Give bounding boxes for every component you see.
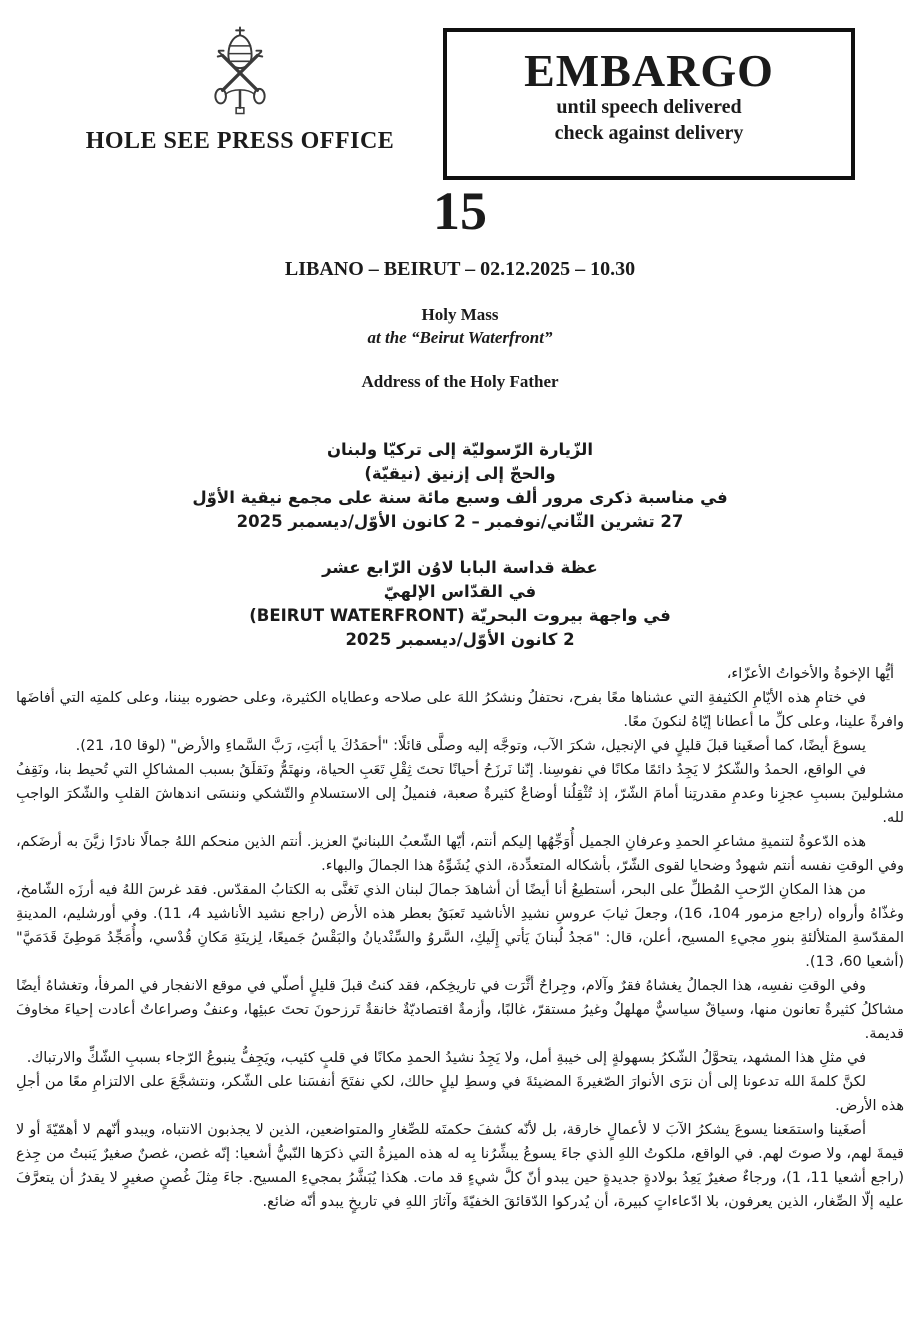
dateline: LIBANO – BEIRUT – 02.12.2025 – 10.30 xyxy=(284,258,636,280)
bulletin-number: 15 xyxy=(433,181,487,241)
body-paragraph: في ختامِ هذه الأيّامِ الكثيفةِ التي عشناها معًا بفرح، نحتفلُ ونشكرُ اللهَ على صلاحه وعطاياه الكثيرة، وعلى حضوره بيننا، وعلى كلمتِه التي أفاضَها وافرةً علينا، وعلى كلِّ ما أعطانا إيّاهُ لنكونَ معًا. xyxy=(16,690,904,730)
arabic-visit-title-line: 27 تشرين الثّاني/نوفمبر – 2 كانون الأوّل/ديسمبر 2025 xyxy=(236,512,684,531)
homily-body xyxy=(16,662,904,1214)
arabic-homily-title-line: 2 كانون الأوّل/ديسمبر 2025 xyxy=(345,630,575,649)
event-location: at the “Beirut Waterfront” xyxy=(367,328,553,347)
embargo-subtitle-2: check against delivery xyxy=(554,122,744,144)
arabic-homily-title-block xyxy=(0,556,920,652)
address-title: Address of the Holy Father xyxy=(361,372,559,391)
body-paragraph: أيُّها الإخوةُ والأخواتُ الأعزّاء، xyxy=(726,666,894,682)
arabic-visit-title-line: والحجّ إلى إزنيق (نيقيّة) xyxy=(364,464,556,483)
event-title: Holy Mass xyxy=(421,305,499,324)
press-office-title: HOLE SEE PRESS OFFICE xyxy=(85,128,395,154)
press-office-block xyxy=(60,26,420,155)
arabic-visit-title-line: الزّيارة الرّسوليّة إلى تركيّا ولبنان xyxy=(326,440,594,459)
embargo-subtitle-1: until speech delivered xyxy=(556,96,742,118)
body-paragraph: لكنَّ كلمةَ الله تدعونا إلى أن نرَى الأنوارَ الصّغيرةَ المضيئةَ في وسطِ ليلٍ حالك، لكي نفتَحَ أنفسَنا على الشّكر، ونتشجَّعَ على الالتزامِ معًا من أجلِ هذه الأرض. xyxy=(16,1074,904,1114)
arabic-homily-title-line: في القدّاس الإلهيّ xyxy=(383,582,537,601)
body-paragraph: من هذا المكانِ الرّحبِ المُطلِّ على البحر، أستطيعُ أنا أيضًا أن أشاهدَ جمالَ لبنان الذي تَغنَّى به الكتابُ المقدّس. فقد غرسَ اللهُ فيه أرزَه الشّامخ، وغذّاهُ وأرواه (راجع مزمور 104، 16)، وجعلَ ثيابَ عروسِ نشيدِ الأناشيد تَعبَقُ بعطر هذه الأرض (راجع نشيد الأناشيد 4، 11). وفي أورشليم، المدينةِ المقدّسةِ المتلألئةِ بنورِ مجيءِ المسيح، أعلن، قال: "مَجدُ لُبنانَ يَأتي إِلَيكِ، السَّروُ والسِّنْديانُ والبَقْسُ جَميعًا، لِزينَةِ مَكانِ قُدْسي، وأُمَجِّدُ مَوطِئَ قَدَمَيَّ" (أشعيا 60، 13). xyxy=(16,882,904,970)
body-paragraph: يسوعَ أيضًا، كما أصغَينا قبلَ قليلٍ في الإنجيل، شكرَ الآب، وتوجَّه إليه وصلَّى قائلًا: "أحمَدُكَ يا أبَتِ، رَبَّ السَّماءِ والأرض" (لوقا 10، 21). xyxy=(75,738,866,754)
arabic-visit-title-block xyxy=(0,438,920,534)
body-paragraph: في مثلِ هذا المشهد، يتحوَّلُ الشّكرُ بسهولةٍ إلى خيبةِ أمل، ولا يَجِدُ نشيدُ الحمدِ مكانًا في قلبٍ كئيب، ويَجِفُّ ينبوعُ الرّجاء بسببِ الشّكِّ والارتباك. xyxy=(26,1050,866,1066)
body-paragraph: في الواقع، الحمدُ والشّكرُ لا يَجِدُ دائمًا مكانًا في نفوسِنا. إنّنا نَرزَحُ أحيانًا تحتَ ثِقْلِ تَعَبِ الحياة، ونهتَمُّ ونَقلَقُ بسبب المشاكلِ التي تُحيط بنا، ونَقِفُ مشلولينَ بسببِ عجزِنا وعدمِ مقدرتِنا أمامَ الشّرّ، إذ تُثْقِلُنا أوضاعٌ كثيرةٌ صعبة، فنميلُ إلى الاستسلامِ والتّشكي وننسَى اندهاشَ القلبِ والشّكرَ الواجبِ لله. xyxy=(16,762,904,826)
arabic-homily-title-line: في واجهة بيروت البحريّة (BEIRUT WATERFRONT) xyxy=(249,606,671,625)
body-paragraph: وفي الوقتِ نفسِه، هذا الجمالُ يغشاهُ فقرٌ وآلام، وجِراحٌ أثَّرَت في تاريخِكم، فقد كنتُ قبلَ قليلٍ أصلّي في موقع الانفجار في المرفأ، وتغشاهُ أيضًا مشاكلُ كثيرةٌ تعانون منها، وسياقٌ سياسيٌّ مهلهلٌ وغيرُ مستقرّ، غالبًا، وأزمةٌ اقتصاديّةٌ خانقةٌ تَرزحونَ تحتَ عبئِها، وعنفٌ وصراعاتٌ أعادت إحياءَ مخاوفَ قديمة. xyxy=(16,978,904,1042)
body-paragraph: هذه الدّعوةُ لتنميةِ مشاعرِ الحمدِ وعرفانِ الجميل أُوَجِّهُها إليكم أنتم، أيّها الشّعبُ اللبنانيّ العزيز. أنتم الذين منحكم اللهُ جمالًا نادرًا زيَّنَ به أرضَكم، وفي الوقتِ نفسه أنتم شهودٌ وضحايا لقوى الشّرّ، بأشكاله المتعدِّدة، الذي يُشَوِّهُ هذا الجمالَ والبهاء. xyxy=(16,834,904,874)
vatican-crossed-keys-tiara-icon xyxy=(211,26,269,116)
embargo-box xyxy=(443,28,855,180)
embargo-title: EMBARGO xyxy=(524,45,774,96)
arabic-visit-title-line: في مناسبة ذكرى مرور ألف وسبع مائة سنة على مجمع نيقية الأوّل xyxy=(192,488,728,507)
arabic-homily-title-line: عظة قداسة البابا لاوُن الرّابع عشر xyxy=(322,558,598,577)
body-paragraph: أصغَينا واستمَعنا يسوعَ يشكرُ الآبَ لا لأعمالٍ خارقة، بل لأنّه كشفَ حكمتَه للصِّغارِ والمتواضعين، الذين لا يجذبون الانتباه، ويبدو أنّهم لا أهمّيّةَ أو لا قيمةَ لهم، ولا صوتَ لهم. في الواقع، ملكوتُ اللهِ الذي جاءَ يسوعُ يبشِّرُنا بِه له هذه الميزةُ التي ذكرَها النّبيُّ أشعيا: إنّه غصن، غصنٌ صغيرٌ يَنبتُ من جِذع (راجع أشعيا 11، 1)، ورجاءٌ صغيرٌ يَعِدُ بولادةٍ جديدةٍ حين يبدو أنّ كلَّ شيءٍ قد مات. هكذا يُبَشَّرُ بمجيءِ المسيح. جاءَ مِثلَ غُصنٍ صغيرٍ لا يقدرُ أن يتعرَّفَ عليه إلّا الصِّغار، الذين يعرفون، بلا ادّعاءاتٍ كبيرة، أن يُدركوا الدّقائقَ الخفيّةَ وآثارَ اللهِ في تاريخٍ يبدو أنّه ضائع. xyxy=(16,1122,904,1210)
